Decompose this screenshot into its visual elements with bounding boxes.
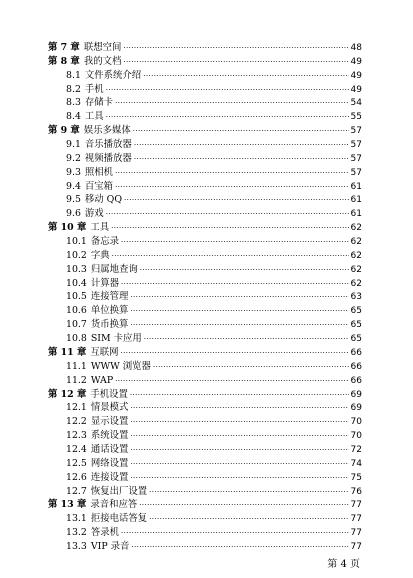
toc-chapter-entry[interactable]	[48, 389, 362, 401]
toc-entry-number: 8.2	[66, 83, 81, 95]
toc-entry-label	[66, 167, 113, 179]
toc-entry-page: 63	[350, 292, 362, 303]
toc-entry-title: 手机	[84, 83, 104, 95]
toc-dot-leader	[130, 402, 348, 414]
toc-entry-label	[48, 125, 131, 137]
toc-dot-leader	[134, 139, 349, 151]
toc-entry-label	[66, 194, 122, 206]
toc-entry-title: 文件系统介绍	[84, 69, 142, 81]
toc-entry-page: 57	[350, 126, 362, 137]
toc-entry-label	[66, 70, 141, 82]
toc-entry-page: 65	[350, 320, 362, 331]
toc-entry-title: 恢复出厂设置	[90, 485, 148, 497]
toc-entry-title: 拒接电话答复	[90, 513, 148, 525]
toc-entry-title: 互联网	[90, 346, 119, 358]
toc-entry-title: 录音和应答	[90, 499, 138, 511]
toc-entry-page: 61	[350, 195, 362, 206]
toc-dot-leader	[121, 527, 349, 539]
toc-entry-page: 70	[350, 431, 362, 442]
toc-section-entry[interactable]	[66, 333, 362, 345]
toc-section-entry[interactable]	[66, 444, 362, 456]
toc-entry-number: 11.1	[66, 360, 87, 372]
toc-entry-page: 61	[350, 209, 362, 220]
toc-dot-leader	[130, 389, 349, 401]
toc-entry-page: 77	[350, 528, 362, 539]
toc-entry-label	[66, 208, 104, 220]
toc-section-entry[interactable]	[66, 264, 362, 276]
toc-dot-leader	[115, 375, 348, 387]
toc-section-entry[interactable]	[66, 208, 362, 220]
toc-entry-page: 72	[350, 444, 362, 455]
toc-entry-number: 第 12 章	[48, 388, 87, 400]
toc-entry-title: 情景模式	[90, 402, 129, 414]
toc-entry-title: 工具	[84, 111, 104, 123]
toc-entry-number: 8.3	[66, 97, 81, 109]
toc-entry-number: 12.1	[66, 402, 87, 414]
toc-entry-number: 第 10 章	[48, 222, 87, 234]
toc-section-entry[interactable]	[66, 416, 362, 428]
toc-section-entry[interactable]	[66, 236, 362, 248]
toc-section-entry[interactable]	[66, 361, 362, 373]
toc-dot-leader	[120, 347, 348, 359]
toc-section-entry[interactable]	[66, 194, 362, 206]
toc-entry-title: 备忘录	[90, 236, 120, 248]
toc-dot-leader	[121, 278, 349, 290]
toc-dot-leader	[130, 458, 348, 470]
toc-entry-page: 61	[350, 181, 362, 192]
toc-entry-number: 13.3	[66, 540, 87, 552]
toc-entry-label	[66, 472, 128, 484]
toc-chapter-entry[interactable]	[48, 499, 362, 511]
toc-entry-page: 62	[350, 250, 362, 261]
toc-entry-number: 第 7 章	[48, 42, 80, 53]
toc-entry-label	[48, 222, 109, 234]
toc-entry-label	[66, 291, 128, 303]
toc-entry-label	[66, 416, 128, 428]
toc-entry-label	[66, 527, 119, 539]
toc-dot-leader	[106, 84, 349, 96]
toc-entry-label	[66, 139, 132, 151]
toc-dot-leader	[131, 541, 348, 553]
toc-section-entry[interactable]	[66, 513, 362, 525]
toc-dot-leader	[123, 42, 348, 54]
toc-entry-page: 66	[350, 361, 362, 372]
toc-chapter-entry[interactable]	[48, 42, 362, 54]
toc-dot-leader	[130, 416, 348, 428]
toc-entry-label	[66, 513, 147, 525]
toc-dot-leader	[130, 430, 348, 442]
toc-entry-label	[66, 181, 113, 193]
toc-entry-number: 9.5	[66, 194, 81, 206]
toc-entry-label	[66, 541, 129, 553]
toc-entry-title: SIM 卡应用	[90, 333, 142, 345]
toc-dot-leader	[133, 125, 349, 137]
toc-entry-page: 69	[350, 403, 362, 414]
toc-entry-label	[66, 264, 138, 276]
toc-entry-number: 12.5	[66, 457, 87, 469]
toc-section-entry[interactable]	[66, 319, 362, 331]
toc-dot-leader	[111, 222, 348, 234]
toc-dot-leader	[106, 111, 349, 123]
toc-entry-title: 存储卡	[84, 97, 114, 109]
toc-dot-leader	[149, 513, 348, 525]
toc-entry-page: 49	[350, 70, 362, 81]
toc-chapter-entry[interactable]	[48, 347, 362, 359]
toc-section-entry[interactable]	[66, 111, 362, 123]
toc-section-entry[interactable]	[66, 402, 362, 414]
toc-entry-number: 12.7	[66, 485, 87, 497]
toc-section-entry[interactable]	[66, 250, 362, 262]
toc-entry-number: 8.1	[66, 69, 81, 81]
toc-entry-number: 10.4	[66, 277, 87, 289]
toc-entry-label	[66, 430, 128, 442]
toc-entry-label	[48, 389, 128, 401]
toc-entry-label	[66, 319, 128, 331]
toc-entry-title: 计算器	[90, 277, 120, 289]
toc-entry-page: 70	[350, 417, 362, 428]
toc-entry-label	[66, 111, 104, 123]
toc-dot-leader	[130, 291, 348, 303]
toc-chapter-entry[interactable]	[48, 125, 362, 137]
toc-entry-number: 第 8 章	[48, 55, 80, 67]
toc-entry-number: 12.4	[66, 443, 87, 455]
toc-entry-page: 65	[350, 306, 362, 317]
toc-section-entry[interactable]	[66, 305, 362, 317]
toc-entry-number: 9.6	[66, 208, 81, 220]
toc-entry-title: 照相机	[84, 166, 114, 178]
toc-entry-page: 65	[350, 334, 362, 345]
toc-section-entry[interactable]	[66, 84, 362, 96]
toc-entry-title: 系统设置	[90, 430, 129, 442]
toc-entry-label	[48, 42, 121, 54]
toc-entry-number: 10.6	[66, 305, 87, 317]
toc-entry-page: 74	[350, 458, 362, 469]
toc-dot-leader	[139, 499, 348, 511]
toc-entry-number: 10.5	[66, 291, 87, 303]
toc-dot-leader	[140, 264, 349, 276]
toc-section-entry[interactable]	[66, 278, 362, 290]
toc-entry-title: 显示设置	[90, 416, 129, 428]
toc-entry-page: 49	[350, 84, 362, 95]
toc-entry-title: 音乐播放器	[84, 139, 132, 151]
toc-entry-page: 57	[350, 140, 362, 151]
toc-chapter-entry[interactable]	[48, 222, 362, 234]
toc-section-entry[interactable]	[66, 430, 362, 442]
toc-entry-page: 62	[350, 264, 362, 275]
toc-chapter-entry[interactable]	[48, 56, 362, 68]
toc-dot-leader	[115, 181, 348, 193]
toc-entry-number: 12.3	[66, 430, 87, 442]
toc-entry-title: 通话设置	[90, 443, 129, 455]
toc-section-entry[interactable]	[66, 70, 362, 82]
toc-dot-leader	[134, 153, 349, 165]
toc-section-entry[interactable]	[66, 153, 362, 165]
toc-entry-page: 62	[350, 278, 362, 289]
toc-entry-title: VIP 录音	[90, 540, 130, 552]
toc-dot-leader	[130, 472, 348, 484]
toc-section-entry[interactable]	[66, 486, 362, 498]
toc-entry-title: 连接设置	[90, 471, 129, 483]
toc-section-entry[interactable]	[66, 181, 362, 193]
toc-entry-number: 10.3	[66, 263, 87, 275]
toc-entry-title: 字典	[90, 249, 110, 261]
toc-entry-label	[66, 402, 128, 414]
toc-entry-number: 12.6	[66, 471, 87, 483]
toc-entry-page: 77	[350, 541, 362, 552]
toc-entry-page: 48	[350, 43, 362, 53]
toc-entry-page: 62	[350, 237, 362, 248]
toc-entry-page: 75	[350, 472, 362, 483]
toc-section-entry[interactable]	[66, 541, 362, 553]
toc-entry-label	[48, 347, 118, 359]
toc-entry-label	[66, 375, 113, 387]
toc-dot-leader	[153, 361, 349, 373]
toc-dot-leader	[149, 486, 348, 498]
toc-entry-number: 10.7	[66, 319, 87, 331]
toc-entry-label	[66, 333, 142, 345]
toc-entry-number: 第 13 章	[48, 499, 87, 511]
toc-entry-number: 9.3	[66, 166, 81, 178]
toc-entry-title: 手机设置	[90, 388, 128, 400]
toc-entry-title: 连接管理	[90, 291, 129, 303]
toc-entry-number: 10.1	[66, 236, 87, 248]
toc-dot-leader	[115, 167, 348, 179]
toc-entry-title: 答录机	[90, 527, 120, 539]
toc-entry-label	[66, 305, 128, 317]
toc-section-entry[interactable]	[66, 458, 362, 470]
toc-entry-page: 69	[350, 389, 362, 400]
toc-entry-number: 第 9 章	[48, 125, 80, 137]
toc-entry-page: 54	[350, 98, 362, 109]
toc-entry-page: 57	[350, 167, 362, 178]
toc-entry-title: 货币换算	[90, 319, 129, 331]
toc-entry-label	[66, 444, 128, 456]
toc-entry-number: 13.1	[66, 513, 87, 525]
toc-section-entry[interactable]	[66, 472, 362, 484]
toc-entry-number: 8.4	[66, 111, 81, 123]
toc-entry-title: 归属地查询	[90, 263, 138, 275]
toc-entry-label	[48, 499, 137, 511]
toc-section-entry[interactable]	[66, 139, 362, 151]
toc-entry-title: WAP	[90, 374, 114, 386]
toc-section-entry[interactable]	[66, 291, 362, 303]
toc-entry-page: 55	[350, 112, 362, 123]
toc-entry-label	[66, 153, 132, 165]
toc-entry-label	[66, 97, 113, 109]
toc-entry-title: 百宝箱	[84, 180, 114, 192]
toc-dot-leader	[130, 444, 348, 456]
toc-dot-leader	[121, 236, 349, 248]
toc-entry-page: 66	[350, 347, 362, 358]
toc-entry-label	[48, 56, 121, 68]
toc-entry-number: 12.2	[66, 416, 87, 428]
toc-entry-title: 我的文档	[83, 55, 122, 67]
toc-entry-title: 网络设置	[90, 457, 129, 469]
toc-entry-label	[66, 250, 110, 262]
toc-section-entry[interactable]	[66, 375, 362, 387]
page-number-footer: 第 4 页	[327, 559, 360, 570]
toc-entry-number: 11.2	[66, 374, 87, 386]
toc-entry-number: 9.2	[66, 152, 81, 164]
toc-entry-label	[66, 458, 128, 470]
toc-entry-page: 66	[350, 375, 362, 386]
toc-section-entry[interactable]	[66, 167, 362, 179]
toc-section-entry[interactable]	[66, 97, 362, 109]
toc-dot-leader	[112, 250, 349, 262]
toc-dot-leader	[143, 70, 348, 82]
toc-entry-number: 10.8	[66, 333, 87, 345]
toc-dot-leader	[124, 194, 349, 206]
toc-entry-title: 工具	[90, 222, 110, 234]
toc-dot-leader	[106, 208, 349, 220]
toc-entry-page: 77	[350, 514, 362, 525]
toc-entry-label	[66, 361, 151, 373]
toc-entry-label	[66, 84, 104, 96]
toc-dot-leader	[130, 319, 348, 331]
toc-entry-label	[66, 278, 119, 290]
toc-entry-title: 娱乐多媒体	[83, 125, 131, 137]
toc-dot-leader	[130, 305, 348, 317]
toc-dot-leader	[123, 56, 348, 68]
toc-entry-number: 9.4	[66, 180, 81, 192]
toc-entry-title: 视频播放器	[84, 152, 132, 164]
toc-entry-page: 76	[350, 486, 362, 497]
toc-entry-number: 13.2	[66, 527, 87, 539]
toc-entry-number: 9.1	[66, 139, 81, 151]
toc-entry-title: 联想空间	[83, 42, 122, 53]
toc-entry-label	[66, 486, 147, 498]
toc-entry-title: 移动 QQ	[84, 194, 123, 206]
toc-entry-title: WWW 浏览器	[90, 360, 151, 372]
toc-entry-page: 57	[350, 153, 362, 164]
toc-dot-leader	[144, 333, 349, 345]
toc-entry-number: 第 11 章	[48, 346, 87, 358]
toc-section-entry[interactable]	[66, 527, 362, 539]
toc-entry-page: 49	[350, 56, 362, 67]
toc-entry-number: 10.2	[66, 249, 87, 261]
toc-entry-page: 62	[350, 223, 362, 234]
toc-entry-title: 单位换算	[90, 305, 129, 317]
toc-entry-page: 77	[350, 500, 362, 511]
toc-entry-title: 游戏	[84, 208, 104, 220]
toc-entry-label	[66, 236, 119, 248]
toc-dot-leader	[115, 97, 348, 109]
